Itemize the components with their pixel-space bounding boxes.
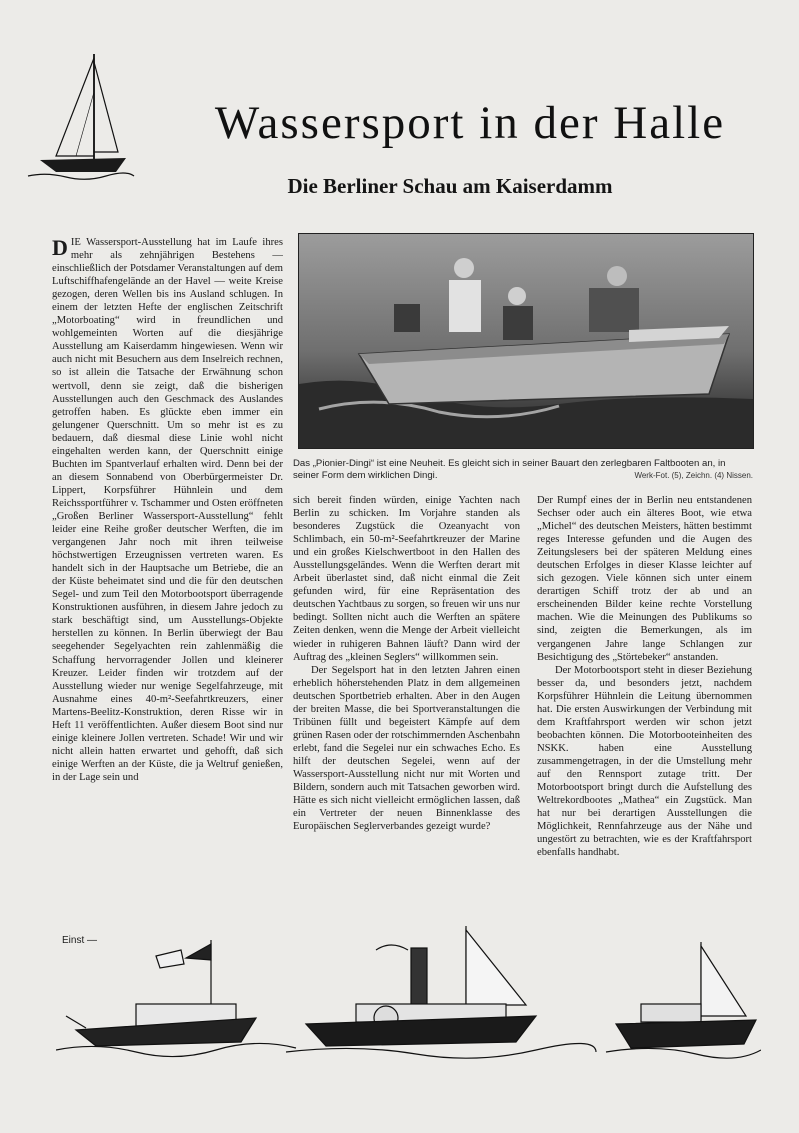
motor-yacht-icon bbox=[56, 940, 296, 1057]
article-paragraph: Der Motorbootsport steht in dieser Beziehung besser da, und besonders jetzt, nachdem Korpsführer Hühnlein die Leitung übernommen hat. Die ersten Auswirkungen der Verbindung mit dem Kraftfahrsport werden wir schon jetzt beobachten können. Die Motorbooteinheiten des NSKK. haben eine Ausstellung zusammengetragen, in der die Umstellung mehr auf den Rennsport zutage tritt. Der Motorbootsport bringt durch die Aufstellung des Weltrekordbootes „Mathea“ ein Zugstück. Man hat nur bei derartigen Ausstellungen die Möglichkeit, Rennfahrzeuge aus der Nähe und ungestört zu betrachten, wie es der Kraftfahrsport ebenfalls handhabt. bbox=[537, 664, 752, 859]
page-subtitle: Die Berliner Schau am Kaiserdamm bbox=[287, 174, 613, 198]
article-column-1 bbox=[52, 236, 283, 894]
photo-credit: Werk-Fot. (5), Zeichn. (4) Nissen. bbox=[634, 471, 753, 480]
boat-photo bbox=[298, 233, 754, 449]
article-paragraph: Der Rumpf eines der in Berlin neu entstandenen Sechser oder auch ein älteres Boot, wie etwa „Michel“ des deutschen Meisters, hätten bestimmt reges Interesse gefunden und die Augen des Zeitungslesers bei der späteren Meldung eines deutschen Erfolges in dieser Klasse leichter auf sich gezogen. Viele können sich unter einem derartigen Schiff trotz der ab und an erscheinenden Bilder keine rechte Vorstellung machen. Wie die Meinungen des Publikums so sind, zeigten die Bemerkungen, als im vergangenen Jahre lange Schlangen zur Besichtigung des „Störtebeker“ anstanden. bbox=[537, 495, 752, 663]
article-column-2 bbox=[293, 494, 520, 918]
photo-caption bbox=[293, 458, 753, 482]
historic-boats-illustration bbox=[56, 920, 761, 1070]
paddle-steamer-icon bbox=[286, 926, 596, 1058]
sailboat-icon bbox=[26, 52, 136, 182]
caption-text: Das „Pionier-Dingi“ ist eine Neuheit. Es gleicht sich in seiner Bauart den zerlegbaren Faltbooten an, in seiner Form dem wirklichen Dingi. bbox=[293, 458, 726, 481]
dinghy-photo-illustration bbox=[299, 234, 753, 448]
canopy-boat-icon bbox=[606, 942, 761, 1058]
illustration-label: Einst — bbox=[62, 935, 98, 946]
page-title: Wassersport in der Halle bbox=[214, 97, 726, 149]
article-paragraph: IE Wassersport-Ausstellung hat im Laufe ihres mehr als zehnjährigen Bestehens — einschließlich der Potsdamer Veranstaltungen auf dem Luftschiffhafengelände an der Havel — weite Kreise gezogen, deren Wellen bis ins Ausland schlugen. In einem der letzten Hefte der englischen Zeitschrift „Motorboating“ wird in freundlichen und wohlgemeinten Worten auf die diesjährige Ausstellung am Kaiserdamm hingewiesen. Wenn wir auch nicht mit Besuchern aus dem Inselreich rechnen, so ist allein die Tatsache der Erwähnung schon wertvoll, denn sie zeigt, daß die bisherigen Ausstellungen auch den Geschmack des Auslandes getroffen haben. Es glückte eben immer ein gelungener Querschnitt. Um so mehr ist es zu bedauern, daß diesmal diese Linie wohl nicht eingehalten werden kann, der Querschnitt einige Buchten im Spantverlauf erhalten wird. Denn bei der an diesem Sonnabend von Oberbürgermeister Dr. Lippert, Korpsführer Hühnlein und dem Reichssportführer v. Tschammer und Osten eröffneten „Großen Berliner Wassersport-Ausstellung“ fehlt leider eine Reihe großer deutscher Werften, die im vergangenen Jahr noch mit ihren teilweise höchstwertigen Erzeugnissen vertreten waren. Es handelt sich in der Hauptsache um Betriebe, die an der Küste beheimatet sind und die für den deutschen Segel- und zum Teil den Motorbootsport überragende Konstruktionen ausführen, in diesem Jahre jedoch zu stark beschäftigt sind, um Ausstellungs-Objekte herstellen zu können. In Berlin überwiegt der Bau seegehender Segelyachten rein zahlenmäßig die Schaffung hervorragender Jollen und kleinerer Kreuzer. Leider finden wir trotzdem auf der Ausstellung wieder nur wenige Segelfahrzeuge, mit Ausnahme eines 40-m²-Seefahrtkreuzers, einer Martens-Beelitz-Konstruktion, deren Risse wir in Heft 11 veröffentlichten. Außer diesem Boot sind nur einige kleinere Jollen vertreten. Schade! Wir und wir nicht allein hatten erwartet und gehofft, daß sich einige Werften an der Küste, die ja Weltruf genießen, in der Lage sein und bbox=[52, 237, 283, 783]
article-paragraph: Der Segelsport hat in den letzten Jahren einen erheblich höherstehenden Platz in dem allgemeinen deutschen Sportbetrieb erhalten. Aber in den Augen der breiten Masse, die bei Sportveranstaltungen die Tribünen füllt und begeistert Kämpfe auf dem grünen Rasen oder der rotschimmernden Aschenbahn erlebt, fand die Segelei nur ein schwaches Echo. Es hilft der deutschen Segelei, wenn auf der Wassersport-Ausstellung nicht nur mit Worten und Bildern, sondern auch mit Tatsachen geworben wird. Hätte es sich nicht vielleicht ermöglichen lassen, daß ein Vertreter der neuen Binnenklasse des Europäischen Seglerverbandes gezeigt wurde? bbox=[293, 664, 520, 833]
article-column-3 bbox=[537, 494, 752, 918]
article-paragraph: sich bereit finden würden, einige Yachten nach Berlin zu schicken. Im Vorjahre standen als besonderes Zugstück die Ozeanyacht von Schlimbach, ein 50-m²-Seefahrtkreuzer der Marine und ein großes Kielschwertboot in den Hallen des Ausstellungsgeländes. Wenn die Werften derart mit Arbeit überlastet sind, daß nicht einmal die Zeit gefunden wird, für eine Repräsentation des deutschen Yachtbaus zu sorgen, so freuen wir uns nur bedingt. Sollten nicht auch die Werften an spätere Zeiten denken, wenn die Menge der Arbeit vielleicht wieder in ruhigeren Bahnen läuft? Dann wird der Auftrag des „kleinen Seglers“ willkommen sein. bbox=[293, 495, 520, 663]
dropcap: D bbox=[52, 236, 68, 260]
